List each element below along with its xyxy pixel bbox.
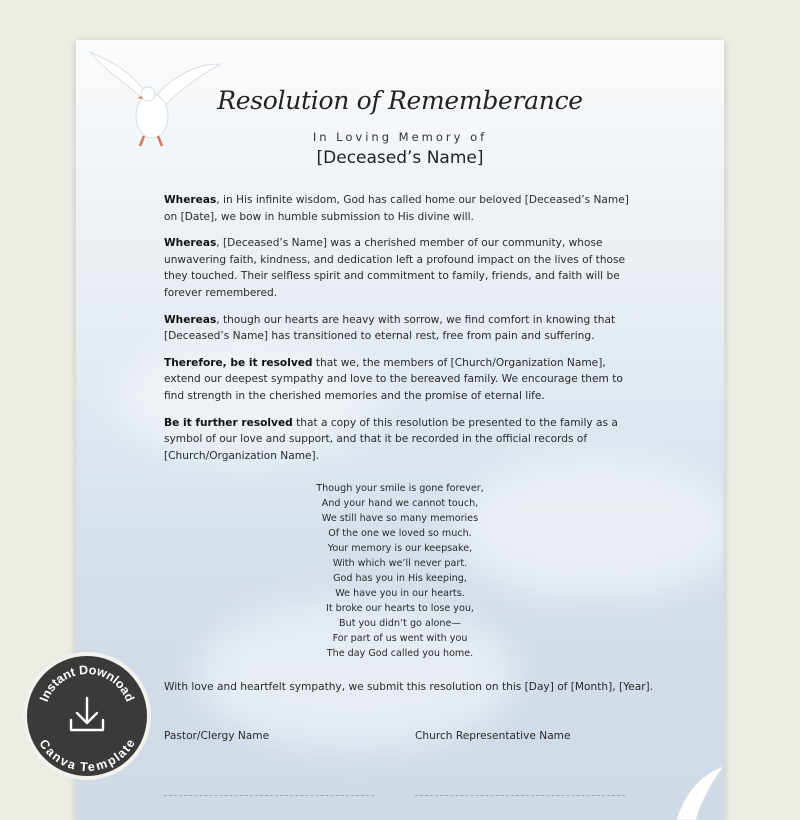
badge-bottom-text: Canva Template <box>36 736 138 775</box>
signature-label-representative: Church Representative Name <box>415 730 571 742</box>
dove-icon <box>666 760 724 820</box>
poem-line: We have you in our hearts. <box>335 588 465 599</box>
svg-text:Canva Template <box>36 737 137 774</box>
resolution-paragraph: Whereas, in His infinite wisdom, God has called home our beloved [Deceased’s Name] on [Date], we bow in humble submission to His divine will. <box>164 194 629 223</box>
badge-graphic <box>27 656 147 776</box>
resolution-paragraph: Whereas, [Deceased’s Name] was a cherished member of our community, whose unwavering faith, kindness, and dedication left a profound impact on the lives of those they touched. Their selfless spirit and commitment to family, friends, and faith will be forever remembered. <box>164 237 626 299</box>
resolution-paragraph: Be it further resolved that a copy of this resolution be presented to the family as a symbol of our love and support, and that it be recorded in the official records of [Church/Organization Name]. <box>164 416 618 462</box>
resolution-page <box>76 40 724 820</box>
poem-line: For part of us went with you <box>332 633 468 644</box>
deceased-name: [Deceased’s Name] <box>316 148 484 168</box>
badge-top-text: Instant Download <box>36 662 137 704</box>
poem-line: God has you in His keeping, <box>333 573 467 584</box>
memorial-poem <box>76 481 724 661</box>
poem-line: Though your smile is gone forever, <box>316 483 484 494</box>
instant-download-badge <box>23 652 151 780</box>
resolution-paragraph: Therefore, be it resolved that we, the members of [Church/Organization Name], extend our deepest sympathy and love to the bereaved family. We encourage them to find strength in the cherished memories and the promise of eternal life. <box>164 356 623 402</box>
poem-line: Your memory is our keepsake, <box>327 543 473 554</box>
poem-line: With which we’ll never part. <box>332 558 468 569</box>
resolution-body <box>164 192 642 474</box>
document-title: Resolution of Rememberance <box>217 86 583 115</box>
poem-line: It broke our hearts to lose you, <box>326 603 474 614</box>
document-subtitle: In Loving Memory of <box>312 130 488 144</box>
poem-line: We still have so many memories <box>321 513 479 524</box>
poem-line: The day God called you home. <box>326 648 474 659</box>
signature-label-pastor: Pastor/Clergy Name <box>164 730 270 742</box>
resolution-paragraph: Whereas, though our hearts are heavy with sorrow, we find comfort in knowing that [Deceased’s Name] has transitioned to eternal rest, free from pain and suffering. <box>164 313 616 343</box>
poem-line: And your hand we cannot touch, <box>321 498 479 509</box>
signature-line <box>164 795 374 796</box>
poem-line: But you didn’t go alone— <box>339 618 461 629</box>
poem-line: Of the one we loved so much. <box>328 528 472 539</box>
signature-line <box>415 795 625 796</box>
closing-statement: With love and heartfelt sympathy, we submit this resolution on this [Day] of [Month], [Year]. <box>164 681 654 693</box>
download-icon <box>71 698 103 730</box>
